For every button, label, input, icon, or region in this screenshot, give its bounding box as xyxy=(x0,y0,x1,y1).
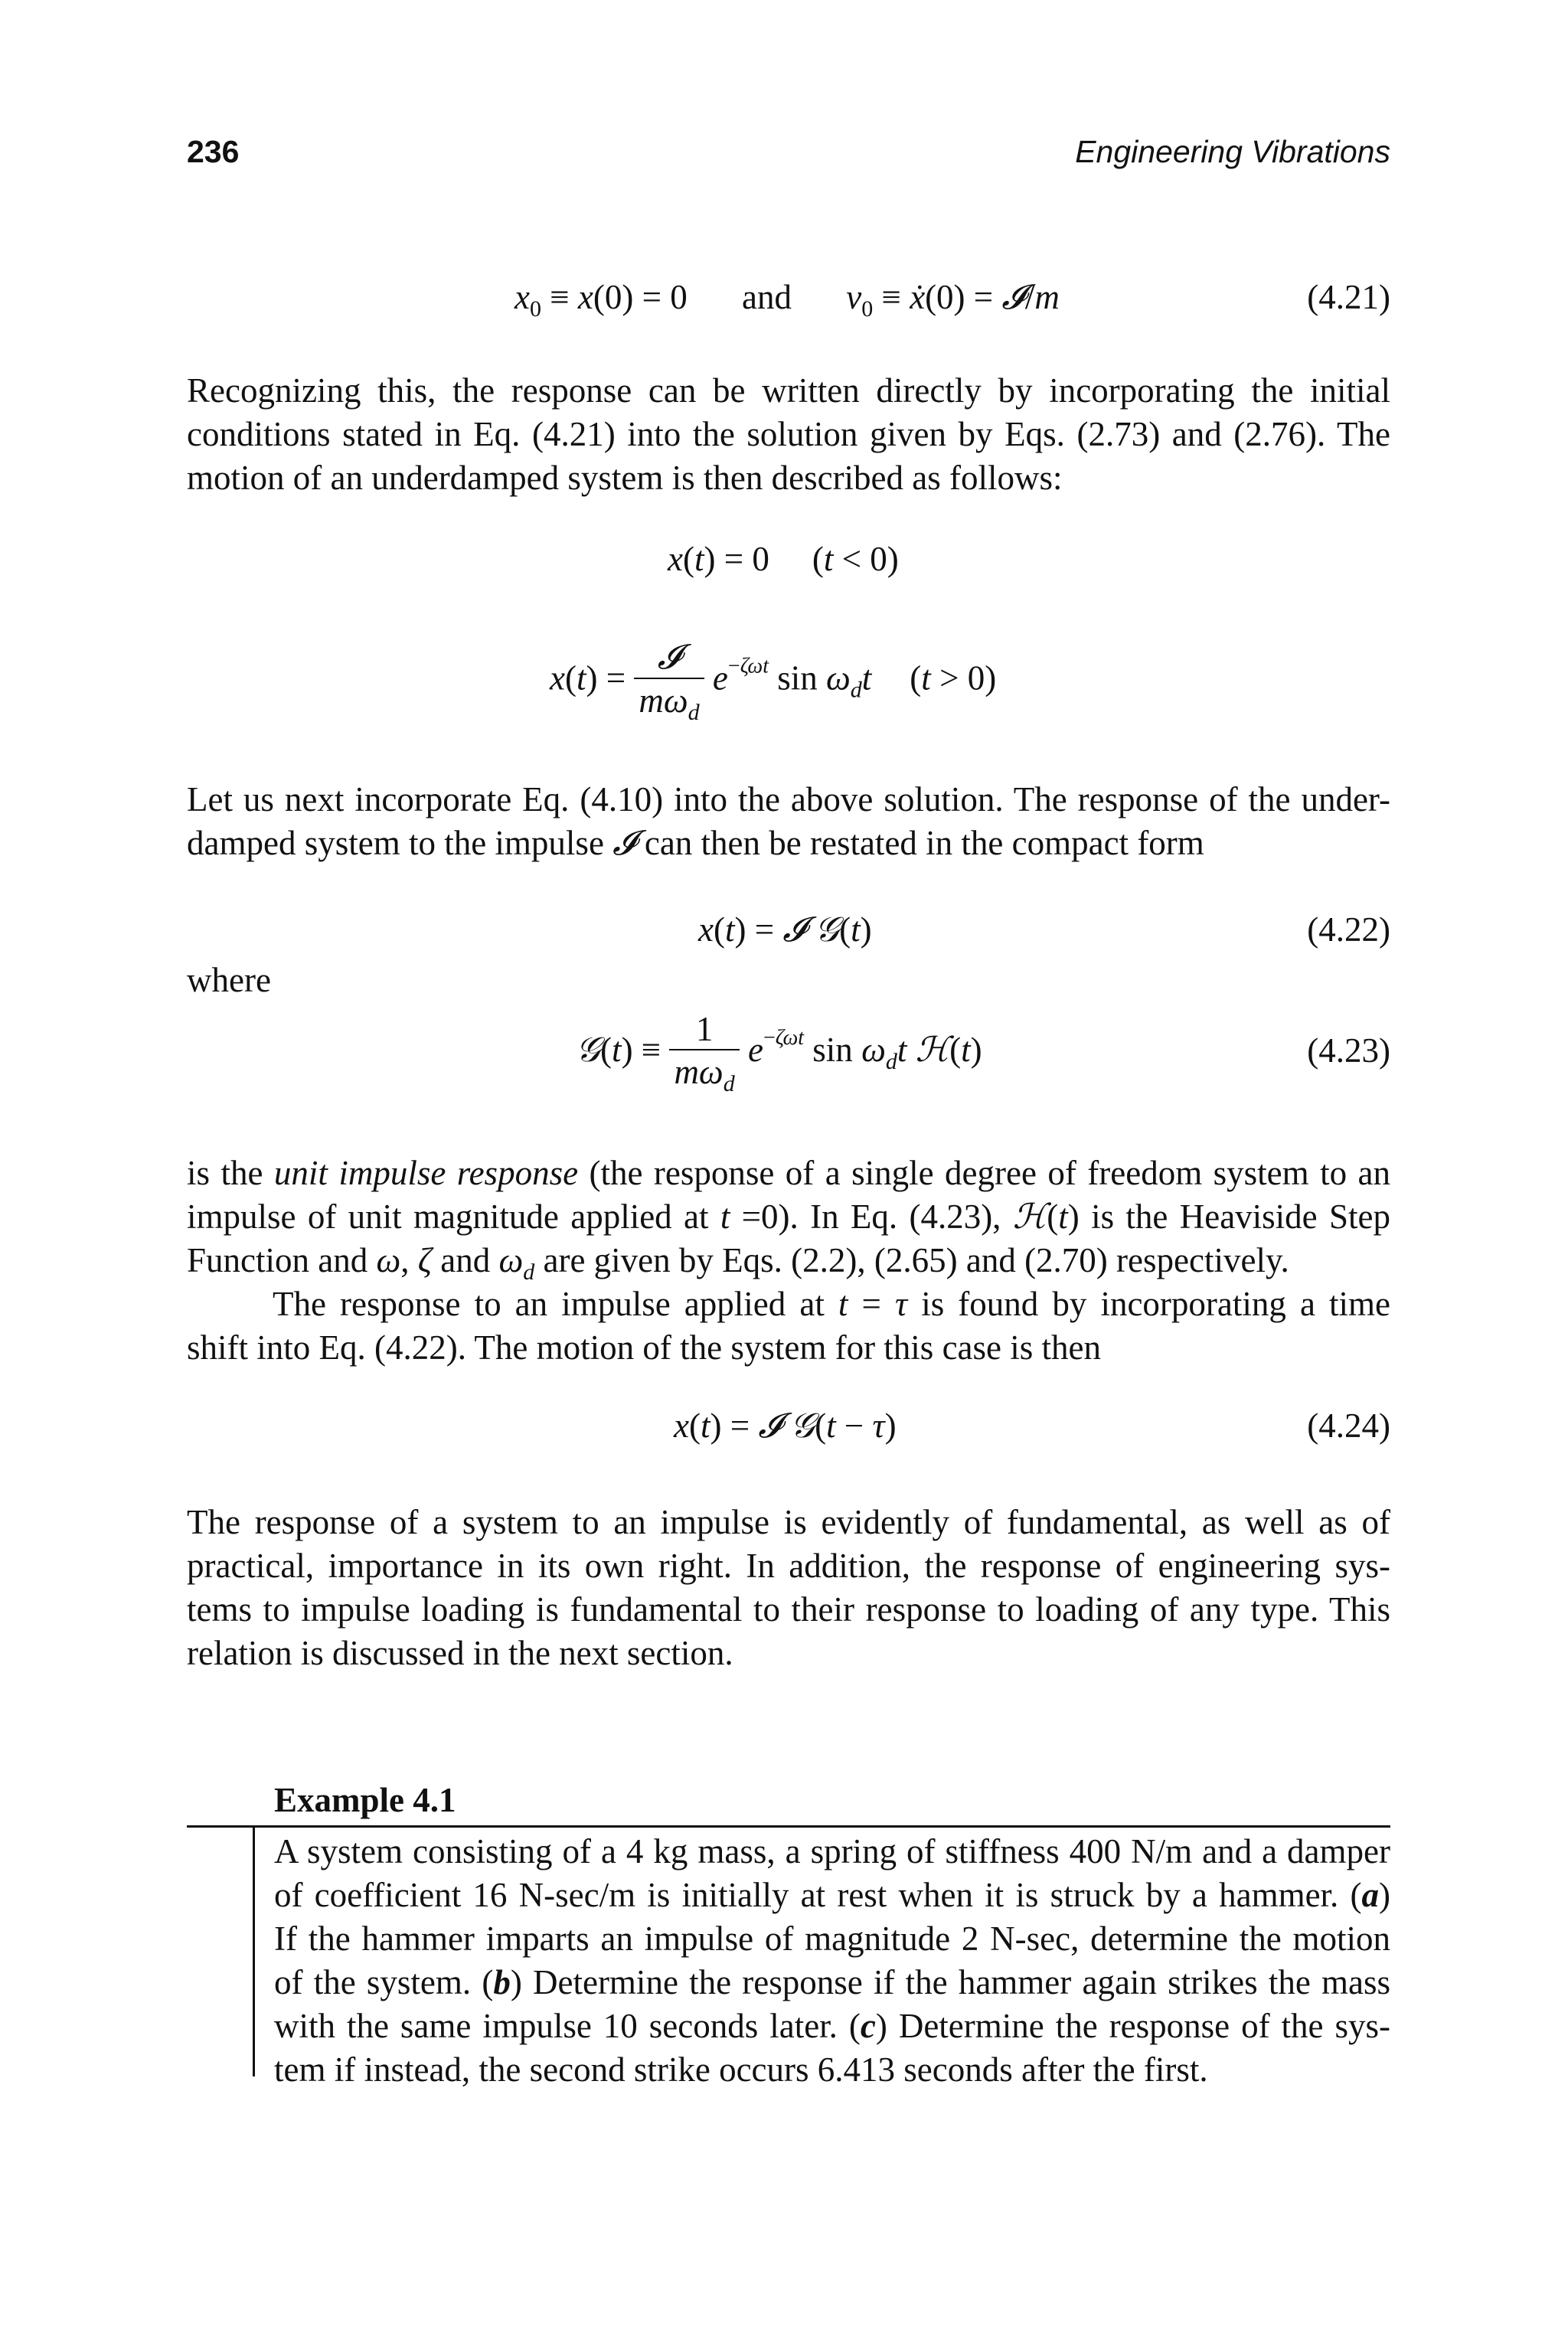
part-label: b xyxy=(493,1963,511,2001)
equation-4-23: 𝒢(t) ≡ $\frac{1}{m\omega_d}$ $e^{-\zeta\omega t}$ $\sin \omega_dt$ ℋ(t) xyxy=(576,1010,982,1096)
paragraph-line: conditions stated in Eq. (4.21) into the solution given by Eqs. (2.73) and (2.76). The xyxy=(187,415,1390,453)
paragraph-line: The response of a system to an impulse is evidently of fundamental, as well as of xyxy=(187,1503,1390,1541)
text-run: ) Determine the response of the sys- xyxy=(875,2007,1390,2045)
paragraph-incorporate xyxy=(187,778,1390,865)
example-line: A system consisting of a 4 kg mass, a spring of stiffness 400 N/m and a damper xyxy=(274,1832,1390,1870)
paragraph-line: Let us next incorporate Eq. (4.10) into the above solution. The response of the under- xyxy=(187,780,1390,818)
paragraph-line: tems to impulse loading is fundamental to their response to loading of any type. This xyxy=(187,1590,1390,1629)
paragraph-line xyxy=(187,1152,1390,1195)
equation-response-positive-time: x(t) = $\frac{\text{𝓘}}{m\omega_d}$ $e^{-\zeta\omega t}$ $\sin \omega_dt$ (t > 0) xyxy=(550,638,997,725)
example-rule-vertical xyxy=(253,1828,255,2076)
text-run: is found by incorporating a time xyxy=(907,1285,1390,1323)
text-run: Function and xyxy=(187,1241,377,1279)
text-run: ) xyxy=(1379,1876,1390,1914)
example-line xyxy=(274,1874,1390,1917)
example-rule-horizontal xyxy=(187,1825,1390,1828)
page-number: 236 xyxy=(187,134,240,169)
text-run: are given by Eqs. (2.2), (2.65) and (2.70) respectively. xyxy=(534,1241,1289,1279)
example-line xyxy=(274,2004,1390,2048)
paragraph-line: shift into Eq. (4.22). The motion of the system for this case is then xyxy=(187,1328,1101,1367)
emphasis-term: unit impulse response xyxy=(273,1154,579,1192)
running-title: Engineering Vibrations xyxy=(1075,134,1390,169)
paragraph-line: relation is discussed in the next section. xyxy=(187,1634,733,1672)
text-run: damped system to the impulse xyxy=(187,824,613,862)
text-run: of the system. ( xyxy=(274,1963,494,2001)
text-run: can then be restated in the compact form xyxy=(635,824,1204,862)
equation-label-4-21: (4.21) xyxy=(1307,278,1390,316)
part-label: c xyxy=(860,2007,876,2045)
text-run: impulse of unit magnitude applied at xyxy=(187,1197,720,1236)
text-run: is the Heaviside Step xyxy=(1079,1197,1390,1236)
equation-4-21: $x_0 \equiv x(0) = 0$ and $v_0$ ≡ ẋ(0) = 𝓘/m xyxy=(514,278,1060,322)
text-run: ). In Eq. (4.23), xyxy=(778,1197,1013,1236)
text-run: ) Determine the response if the hammer again strikes the mass xyxy=(510,1963,1390,2001)
fraction: $\frac{\text{𝓘}}{m\omega_d}$ xyxy=(634,637,704,726)
paragraph-line: damped system to the impulse 𝓘 can then be restated in the compact form xyxy=(187,824,1204,862)
part-label: a xyxy=(1361,1876,1379,1914)
equation-4-24: x(t) = 𝓘 𝒢(t − τ) xyxy=(674,1407,897,1445)
where-label: where xyxy=(187,961,271,999)
equation-4-22: x(t) = 𝓘 𝒢(t) xyxy=(698,910,872,949)
equation-label-4-22: (4.22) xyxy=(1307,910,1390,949)
paragraph-line: practical, importance in its own right. In addition, the response of engineering sys- xyxy=(187,1547,1390,1585)
paragraph-line: impulse of unit magnitude applied at t =0). In Eq. (4.23), ℋ(t) is the Heaviside Step xyxy=(187,1197,1390,1236)
text-run: The response to an impulse applied at xyxy=(273,1285,838,1323)
fraction: $\frac{1}{m\omega_d}$ xyxy=(669,1009,739,1097)
text-run: with the same impulse 10 seconds later. ( xyxy=(274,2007,861,2045)
example-title: Example 4.1 xyxy=(274,1781,456,1819)
equation-label-4-23: (4.23) xyxy=(1307,1031,1390,1070)
example-line: tem if instead, the second strike occurs 6.413 seconds after the first. xyxy=(274,2050,1208,2089)
example-line xyxy=(274,1961,1390,2004)
paragraph-unit-impulse xyxy=(187,1152,1390,1370)
paragraph-line: The response to an impulse applied at t = τ is found by incorporating a time xyxy=(273,1285,1390,1323)
paragraph-line: Recognizing this, the response can be written directly by incorporating the initial xyxy=(187,371,1390,410)
paragraph-line: motion of an underdamped system is then described as follows: xyxy=(187,459,1063,497)
equation-response-negative-time: x(t) = 0 (t < 0) xyxy=(668,540,899,578)
paragraph-line: Function and ω, ζ and $\omega_d$ are given by Eqs. (2.2), (2.65) and (2.70) respectively. xyxy=(187,1241,1289,1285)
equation-label-4-24: (4.24) xyxy=(1307,1407,1390,1445)
text-run: (the response of a single degree of freedom system to an xyxy=(578,1154,1391,1192)
equation-and-word: and xyxy=(741,278,792,316)
text-run: of coefficient 16 N-sec/m is initially at rest when it is struck by a hammer. ( xyxy=(274,1876,1362,1914)
example-line: If the hammer imparts an impulse of magnitude 2 N-sec, determine the motion xyxy=(274,1919,1390,1958)
example-body xyxy=(274,1830,1390,2092)
text-run: is the xyxy=(187,1154,274,1192)
paragraph-fundamental xyxy=(187,1501,1390,1675)
paragraph-recognizing xyxy=(187,369,1390,500)
